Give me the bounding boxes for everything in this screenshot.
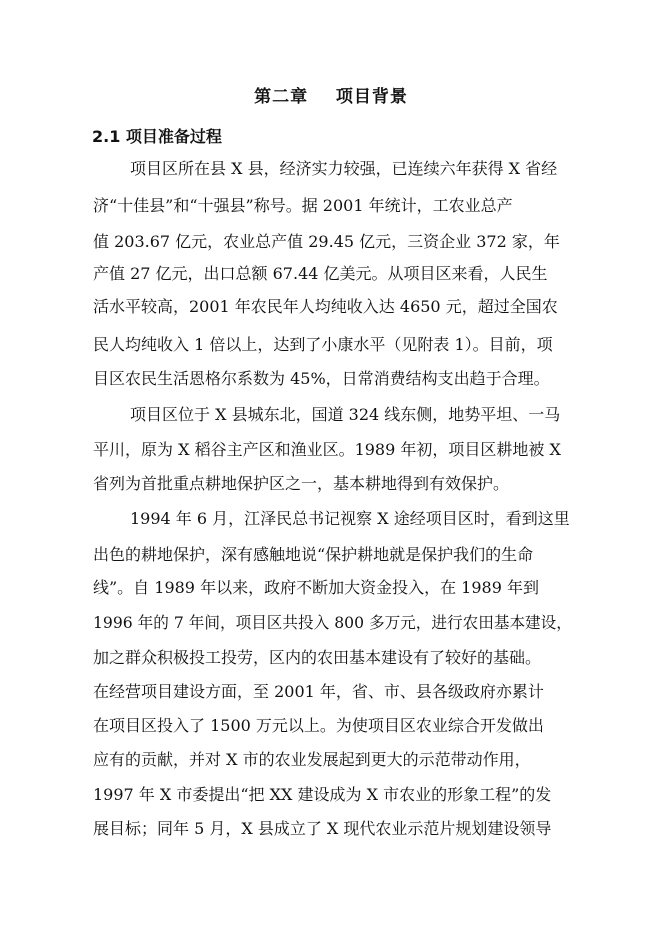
chapter-title: 第二章 项目背景 [254, 87, 408, 107]
paragraph-line: 项目区位于 X 县城东北，国道 324 线东侧，地势平坦、一马 [130, 405, 561, 424]
paragraph-line: 1994 年 6 月，江泽民总书记视察 X 途经项目区时，看到这里 [130, 509, 570, 528]
paragraph-line: 济“十佳县”和“十强县”称号。据 2001 年统计，工农业总产 [93, 196, 513, 215]
paragraph-line: 应有的贡献，并对 X 市的农业发展起到更大的示范带动作用， [93, 750, 531, 769]
paragraph-line: 线”。自 1989 年以来，政府不断加大资金投入，在 1989 年到 [93, 578, 539, 597]
paragraph-line: 民人均纯收入 1 倍以上，达到了小康水平（见附表 1）。目前，项 [93, 335, 553, 354]
paragraph-line: 加之群众积极投工投劳，区内的农田基本建设有了较好的基础。 [93, 648, 542, 667]
paragraph-line: 在经营项目建设方面，至 2001 年，省、市、县各级政府亦累计 [93, 682, 544, 701]
paragraph-line: 值 203.67 亿元，农业总产值 29.45 亿元，三资企业 372 家，年 [93, 232, 560, 251]
paragraph-line: 项目区所在县 X 县，经济实力较强，已连续六年获得 X 省经 [130, 159, 558, 178]
paragraph-line: 活水平较高，2001 年农民年人均纯收入达 4650 元，超过全国农 [93, 297, 558, 316]
paragraph-line: 产值 27 亿元，出口总额 67.44 亿美元。从项目区来看，人民生 [93, 264, 548, 283]
section-heading: 2.1 项目准备过程 [92, 127, 222, 146]
paragraph-line: 展目标；同年 5 月，X 县成立了 X 现代农业示范片规划建设领导 [93, 819, 552, 838]
paragraph-line: 目区农民生活恩格尔系数为 45%，日常消费结构支出趋于合理。 [93, 369, 550, 388]
paragraph-line: 省列为首批重点耕地保护区之一，基本耕地得到有效保护。 [93, 474, 510, 493]
paragraph-line: 平川，原为 X 稻谷主产区和渔业区。1989 年初，项目区耕地被 X [93, 440, 561, 459]
paragraph-line: 1997 年 X 市委提出“把 XX 建设成为 X 市农业的形象工程”的发 [93, 785, 552, 804]
paragraph-line: 出色的耕地保护，深有感触地说“保护耕地就是保护我们的生命 [93, 545, 534, 564]
paragraph-line: 1996 年的 7 年间，项目区共投入 800 多万元，进行农田基本建设， [93, 613, 572, 632]
paragraph-line: 在项目区投入了 1500 万元以上。为使项目区农业综合开发做出 [93, 716, 544, 735]
